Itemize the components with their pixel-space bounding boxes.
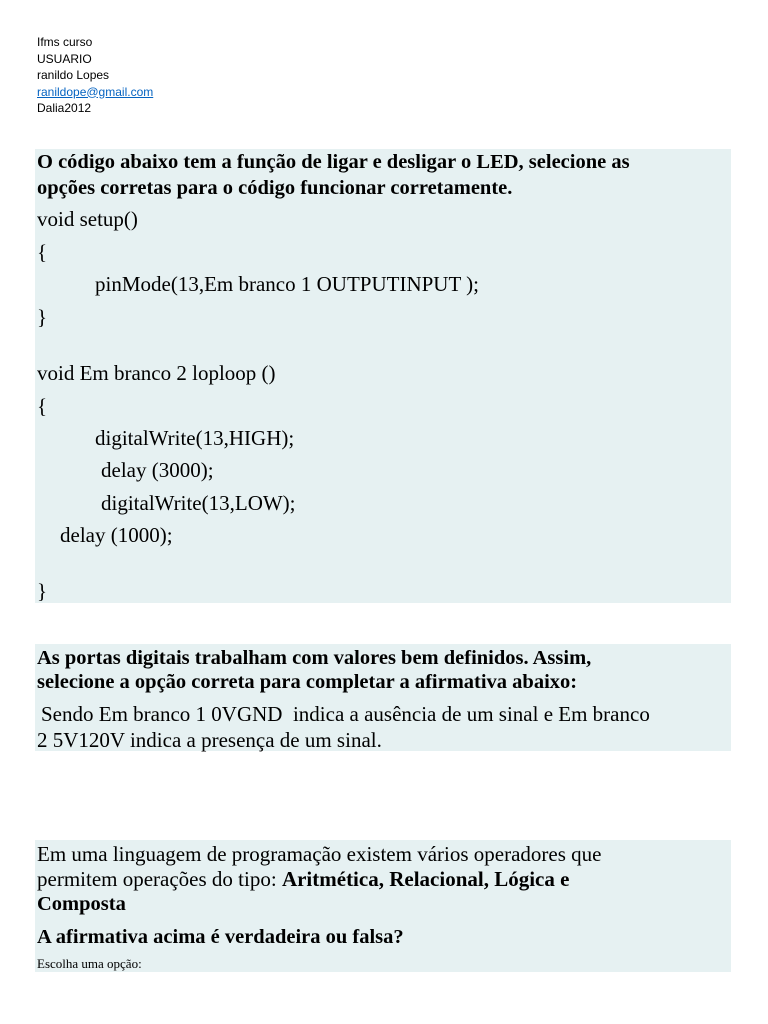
question-2-title-line-2: selecione a opção correta para completar a afirmativa abaixo: <box>37 671 578 693</box>
password-text: Dalia2012 <box>37 101 92 115</box>
question-1-title-line-1: O código abaixo tem a função de ligar e desligar o LED, selecione as <box>37 151 630 173</box>
code-line: { <box>37 394 48 418</box>
course-name: Ifms curso <box>37 35 93 49</box>
code-line: delay (3000); <box>101 458 214 482</box>
code-line: digitalWrite(13,LOW); <box>101 491 296 515</box>
email-link[interactable]: ranildope@gmail.com <box>37 84 154 99</box>
code-line: } <box>37 305 48 329</box>
user-label: USUARIO <box>37 51 92 66</box>
question-2-body-line-1: Sendo Em branco 1 0VGND indica a ausência de um sinal e Em branco <box>41 702 650 726</box>
question-3-line-3: Composta <box>37 893 126 915</box>
code-line: { <box>37 240 48 264</box>
question-3-line-2 <box>37 866 569 892</box>
code-line: void setup() <box>37 207 138 231</box>
code-line: } <box>37 579 48 603</box>
code-line-pinmode: pinMode(13,Em branco 1 OUTPUTINPUT ); <box>95 272 479 296</box>
code-line: digitalWrite(13,HIGH); <box>95 426 295 450</box>
question-3-line-1: Em uma linguagem de programação existem vários operadores que <box>37 842 602 866</box>
question-1-title-line-2: opções corretas para o código funcionar corretamente. <box>37 177 513 199</box>
question-2-title-line-1: As portas digitais trabalham com valores bem definidos. Assim, <box>37 647 592 669</box>
question-2-body-line-2: 2 5V120V indica a presença de um sinal. <box>37 728 382 752</box>
user-name: ranildo Lopes <box>37 68 110 82</box>
code-line-loop: void Em branco 2 loploop () <box>37 361 276 385</box>
choose-option-hint: Escolha uma opção: <box>37 956 142 971</box>
code-line: delay (1000); <box>60 523 173 547</box>
question-3-question: A afirmativa acima é verdadeira ou falsa? <box>37 926 404 948</box>
question-3-operators: Aritmética, Relacional, Lógica e <box>281 867 570 891</box>
question-3-line-2-text: permitem operações do tipo: <box>37 867 282 891</box>
header-info <box>37 34 153 117</box>
